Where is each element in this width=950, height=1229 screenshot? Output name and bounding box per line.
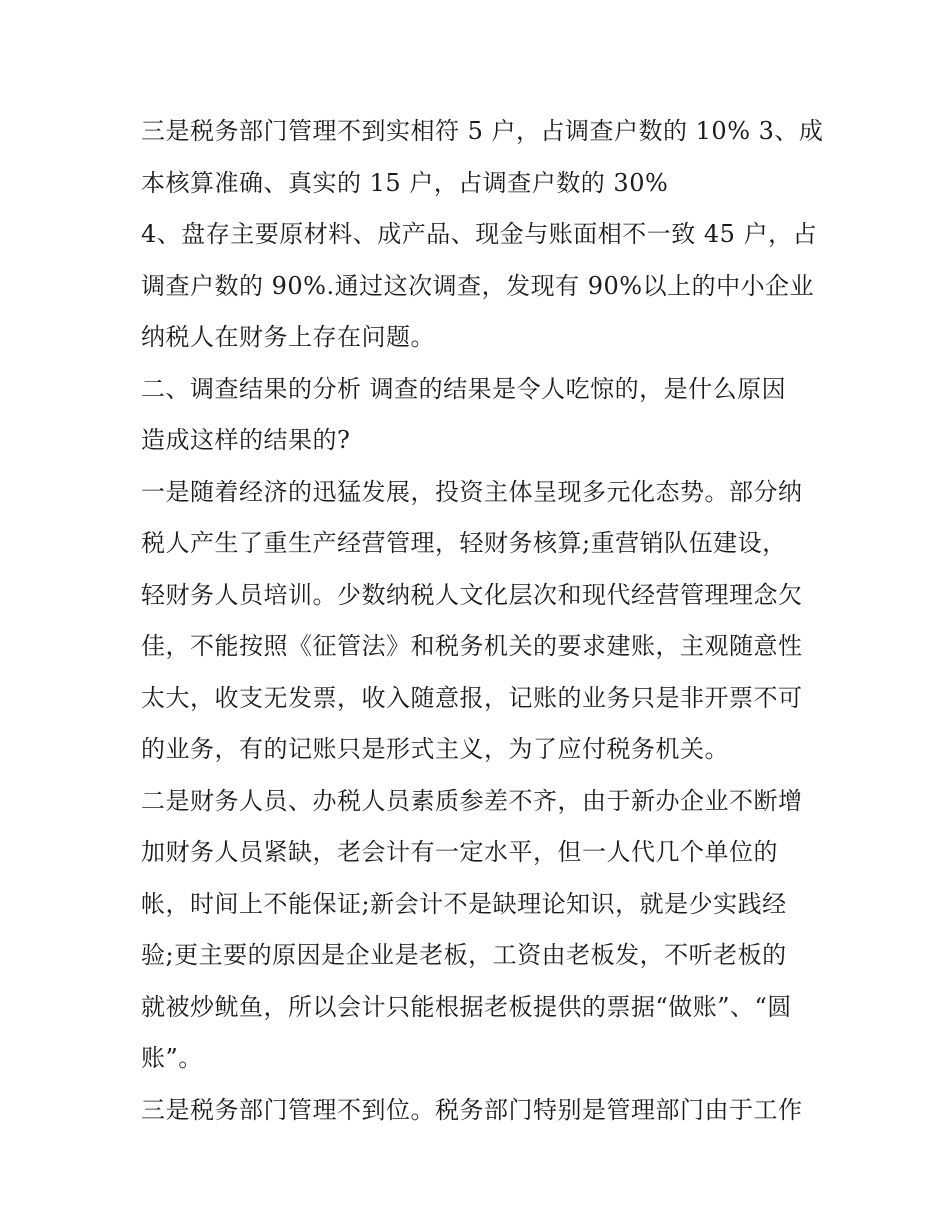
text-line: 验;更主要的原因是企业是老板，工资由老板发，不听老板的	[141, 941, 787, 969]
text-line: 三是税务部门管理不到位。税务部门特别是管理部门由于工作	[141, 1095, 803, 1124]
text-line: 太大，收支无发票，收入随意报，记账的业务只是非开票不可	[141, 683, 803, 712]
text-line: 账”。	[141, 1044, 203, 1072]
text-line: 加财务人员紧缺，老会计有一定水平，但一人代几个单位的	[141, 838, 778, 866]
text-line: 就被炒鱿鱼，所以会计只能根据老板提供的票据“做账”、“圆	[141, 992, 792, 1021]
text-line: 佳，不能按照《征管法》和税务机关的要求建账，主观随意性	[141, 632, 803, 660]
text-line: 4、盘存主要原材料、成产品、现金与账面相不一致 45 户，占	[141, 220, 818, 248]
text-line: 造成这样的结果的?	[141, 426, 351, 454]
text-line: 税人产生了重生产经营管理，轻财务核算;重营销队伍建设，	[141, 529, 787, 557]
text-line: 一是随着经济的迅猛发展，投资主体呈现多元化态势。部分纳	[141, 477, 803, 506]
text-line: 本核算准确、真实的 15 户，占调查户数的 30%	[141, 168, 669, 197]
text-line: 的业务，有的记账只是形式主义，为了应付税务机关。	[141, 735, 729, 763]
document-body	[141, 106, 824, 1136]
text-line: 二、调查结果的分析 调查的结果是令人吃惊的，是什么原因	[141, 374, 787, 403]
text-line: 纳税人在财务上存在问题。	[141, 323, 435, 351]
text-line: 轻财务人员培训。少数纳税人文化层次和现代经营管理理念欠	[141, 580, 803, 609]
text-line: 调查户数的 90%.通过这次调查，发现有 90%以上的中小企业	[141, 271, 815, 300]
text-line: 帐，时间上不能保证;新会计不是缺理论知识，就是少实践经	[141, 889, 787, 918]
text-line: 三是税务部门管理不到实相符 5 户，占调查户数的 10% 3、成	[141, 117, 824, 145]
text-line: 二是财务人员、办税人员素质参差不齐，由于新办企业不断增	[141, 786, 803, 815]
